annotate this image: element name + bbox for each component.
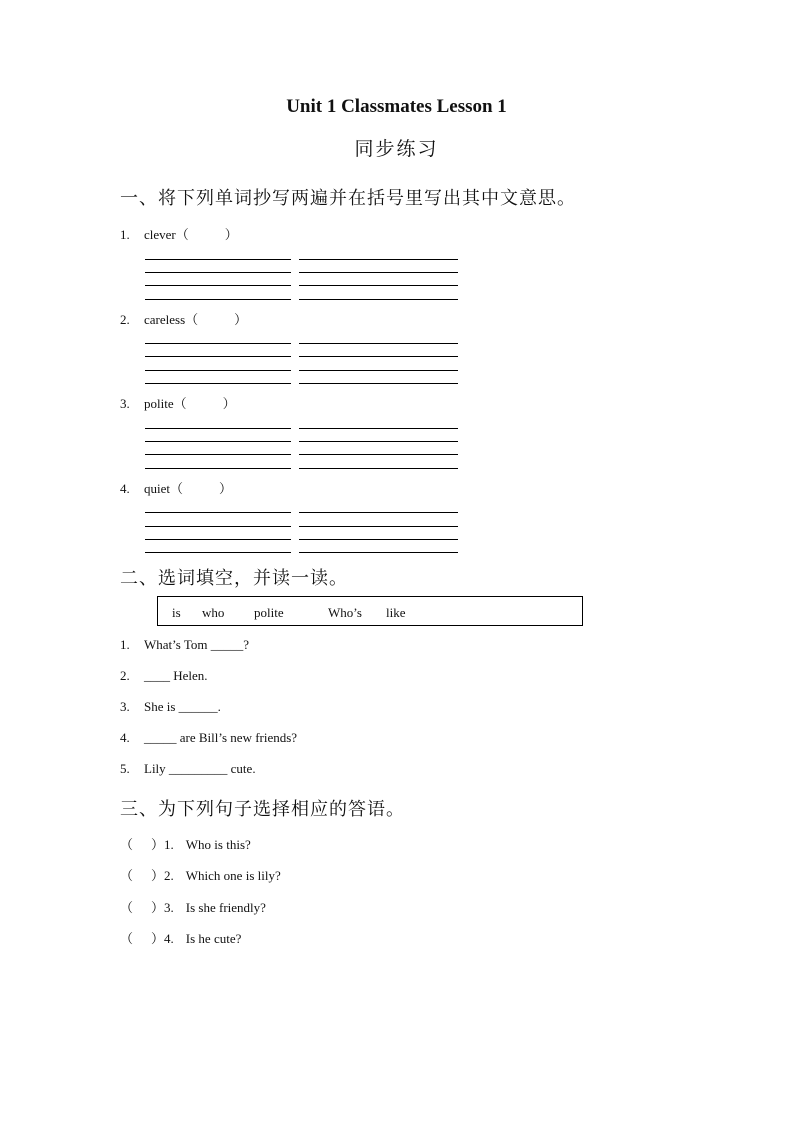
vocab-word: quiet（ bbox=[144, 481, 183, 496]
page-title: Unit 1 Classmates Lesson 1 bbox=[286, 96, 507, 117]
writing-line[interactable] bbox=[299, 428, 458, 429]
answer-paren-open: （ bbox=[120, 837, 134, 852]
writing-line[interactable] bbox=[145, 428, 291, 429]
item-text: ____ Helen. bbox=[144, 668, 208, 683]
writing-line[interactable] bbox=[299, 539, 458, 540]
section-2-heading: 二、选词填空，并读一读。 bbox=[120, 568, 348, 589]
writing-line[interactable] bbox=[299, 285, 458, 286]
vocab-item bbox=[120, 224, 238, 243]
item-number: 2. bbox=[120, 312, 130, 327]
writing-line[interactable] bbox=[145, 539, 291, 540]
writing-line[interactable] bbox=[299, 356, 458, 357]
word-bank-word: like bbox=[386, 605, 406, 620]
vocab-word: clever（ bbox=[144, 227, 189, 242]
match-item bbox=[120, 834, 251, 853]
writing-line[interactable] bbox=[145, 272, 291, 273]
vocab-item bbox=[120, 393, 236, 412]
item-number: 3. bbox=[120, 699, 130, 714]
writing-line[interactable] bbox=[299, 299, 458, 300]
writing-line[interactable] bbox=[145, 383, 291, 384]
vocab-item bbox=[120, 309, 247, 328]
fill-blank-item bbox=[120, 730, 297, 746]
writing-line[interactable] bbox=[299, 526, 458, 527]
match-item bbox=[120, 865, 281, 884]
paren-close: ） bbox=[222, 396, 236, 411]
item-text: Is she friendly? bbox=[185, 900, 266, 915]
item-number: 1. bbox=[120, 637, 130, 652]
writing-line[interactable] bbox=[299, 343, 458, 344]
writing-line[interactable] bbox=[145, 526, 291, 527]
writing-line[interactable] bbox=[145, 299, 291, 300]
writing-line[interactable] bbox=[145, 441, 291, 442]
section-3-heading: 三、为下列句子选择相应的答语。 bbox=[120, 799, 405, 820]
item-text: Who is this? bbox=[185, 837, 251, 852]
writing-line[interactable] bbox=[299, 272, 458, 273]
writing-line[interactable] bbox=[299, 468, 458, 469]
writing-line[interactable] bbox=[299, 552, 458, 553]
writing-line[interactable] bbox=[145, 454, 291, 455]
writing-line[interactable] bbox=[299, 512, 458, 513]
item-number: 2. bbox=[120, 668, 130, 683]
page-subtitle: 同步练习 bbox=[354, 138, 439, 160]
item-number: 4. bbox=[120, 481, 130, 496]
writing-line[interactable] bbox=[299, 383, 458, 384]
paren-close: ） bbox=[219, 481, 233, 496]
word-bank-word: Who’s bbox=[328, 605, 362, 620]
item-text: She is ______. bbox=[144, 699, 221, 714]
item-text: Which one is lily? bbox=[185, 868, 281, 883]
writing-line[interactable] bbox=[299, 454, 458, 455]
fill-blank-item bbox=[120, 761, 256, 777]
paren-close: ） bbox=[224, 227, 238, 242]
match-item bbox=[120, 928, 241, 947]
item-text: What’s Tom _____? bbox=[144, 637, 250, 652]
match-item bbox=[120, 897, 266, 916]
section-1-heading: 一、将下列单词抄写两遍并在括号里写出其中文意思。 bbox=[120, 188, 576, 209]
vocab-item bbox=[120, 478, 232, 497]
writing-line[interactable] bbox=[145, 370, 291, 371]
item-number: 4. bbox=[120, 730, 130, 745]
fill-blank-item bbox=[120, 668, 208, 684]
word-bank-box bbox=[157, 596, 583, 626]
writing-line[interactable] bbox=[145, 356, 291, 357]
item-number: 1. bbox=[120, 227, 130, 242]
item-text: Lily _________ cute. bbox=[144, 761, 256, 776]
fill-blank-item bbox=[120, 637, 249, 653]
item-number: 5. bbox=[120, 761, 130, 776]
writing-line[interactable] bbox=[299, 441, 458, 442]
vocab-word: polite（ bbox=[144, 396, 187, 411]
item-text: _____ are Bill’s new friends? bbox=[144, 730, 298, 745]
word-bank-word: is bbox=[172, 605, 181, 620]
item-number: 3. bbox=[120, 396, 130, 411]
writing-line[interactable] bbox=[145, 552, 291, 553]
writing-line[interactable] bbox=[145, 259, 291, 260]
answer-paren-close: ）3. bbox=[151, 900, 174, 915]
writing-line[interactable] bbox=[145, 512, 291, 513]
writing-line[interactable] bbox=[145, 343, 291, 344]
word-bank-word: polite bbox=[254, 605, 284, 620]
writing-line[interactable] bbox=[299, 370, 458, 371]
writing-line[interactable] bbox=[299, 259, 458, 260]
writing-line[interactable] bbox=[145, 285, 291, 286]
answer-paren-close: ）1. bbox=[151, 837, 174, 852]
item-text: Is he cute? bbox=[185, 931, 242, 946]
answer-paren-close: ）2. bbox=[151, 868, 174, 883]
answer-paren-open: （ bbox=[120, 931, 134, 946]
answer-paren-close: ）4. bbox=[151, 931, 174, 946]
paren-close: ） bbox=[234, 312, 248, 327]
writing-line[interactable] bbox=[145, 468, 291, 469]
answer-paren-open: （ bbox=[120, 900, 134, 915]
answer-paren-open: （ bbox=[120, 868, 134, 883]
vocab-word: careless（ bbox=[144, 312, 199, 327]
word-bank-word: who bbox=[202, 605, 225, 620]
fill-blank-item bbox=[120, 699, 221, 715]
